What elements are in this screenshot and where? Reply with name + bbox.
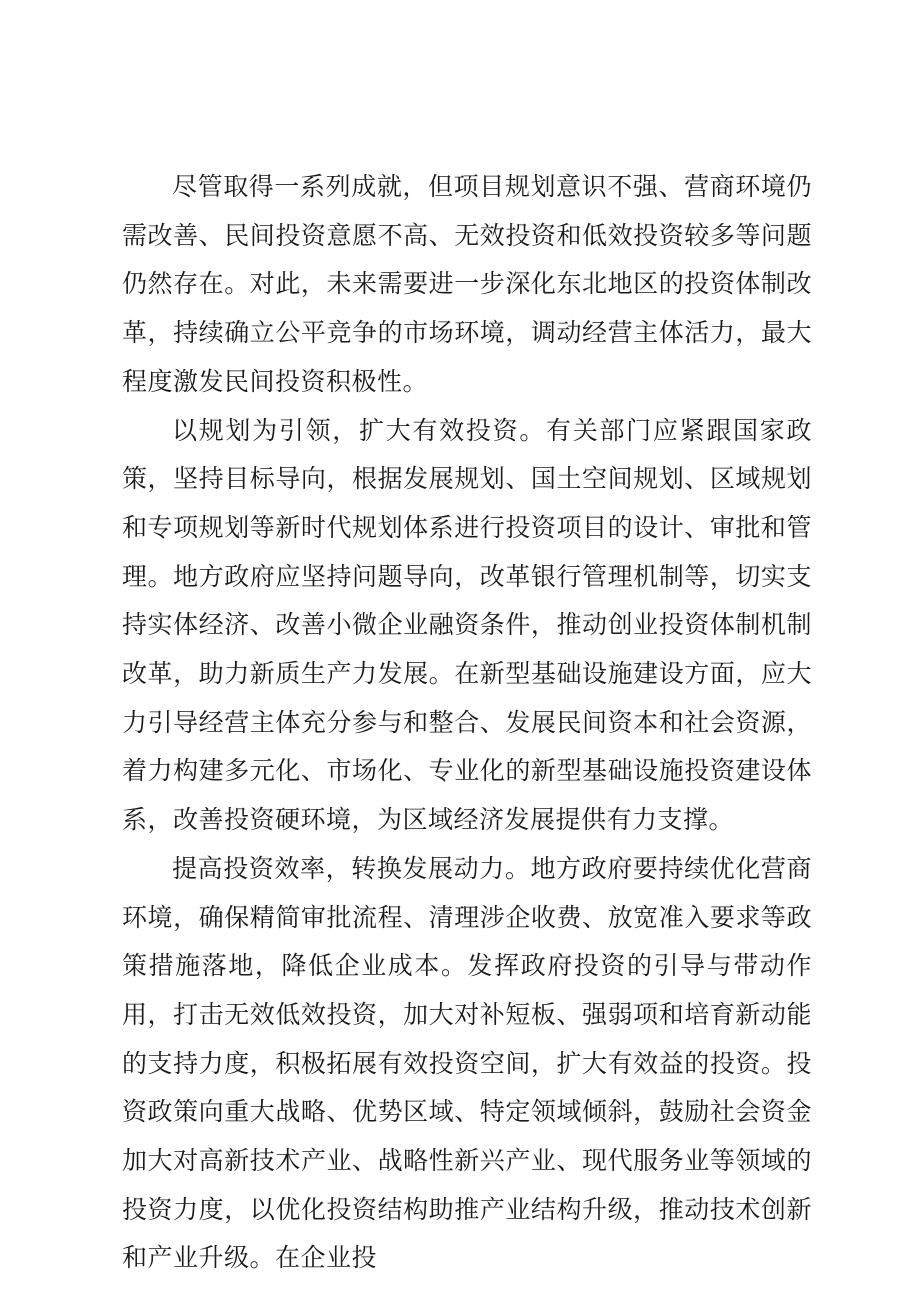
paragraph-3: 提高投资效率，转换发展动力。地方政府要持续优化营商环境，确保精简审批流程、清理涉企收费、放宽准入要求等政策措施落地，降低企业成本。发挥政府投资的引导与带动作用，打击无效低效投资，加大对补短板、强弱项和培育新动能的支持力度，积极拓展有效投资空间，扩大有效益的投资。投资政策向重大战略、优势区域、特定领域倾斜，鼓励社会资金加大对高新技术产业、战略性新兴产业、现代服务业等领域的投资力度，以优化投资结构助推产业结构升级，推动技术创新和产业升级。在企业投 — [122, 853, 812, 1273]
document-body — [122, 163, 812, 1283]
paragraph-2: 以规划为引领，扩大有效投资。有关部门应紧跟国家政策，坚持目标导向，根据发展规划、国土空间规划、区域规划和专项规划等新时代规划体系进行投资项目的设计、审批和管理。地方政府应坚持问题导向，改革银行管理机制等，切实支持实体经济、改善小微企业融资条件，推动创业投资体制机制改革，助力新质生产力发展。在新型基础设施建设方面，应大力引导经营主体充分参与和整合、发展民间资本和社会资源，着力构建多元化、市场化、专业化的新型基础设施投资建设体系，改善投资硬环境，为区域经济发展提供有力支撑。 — [122, 415, 812, 835]
paragraph-1: 尽管取得一系列成就，但项目规划意识不强、营商环境仍需改善、民间投资意愿不高、无效投资和低效投资较多等问题仍然存在。对此，未来需要进一步深化东北地区的投资体制改革，持续确立公平竞争的市场环境，调动经营主体活力，最大程度激发民间投资积极性。 — [122, 172, 812, 396]
